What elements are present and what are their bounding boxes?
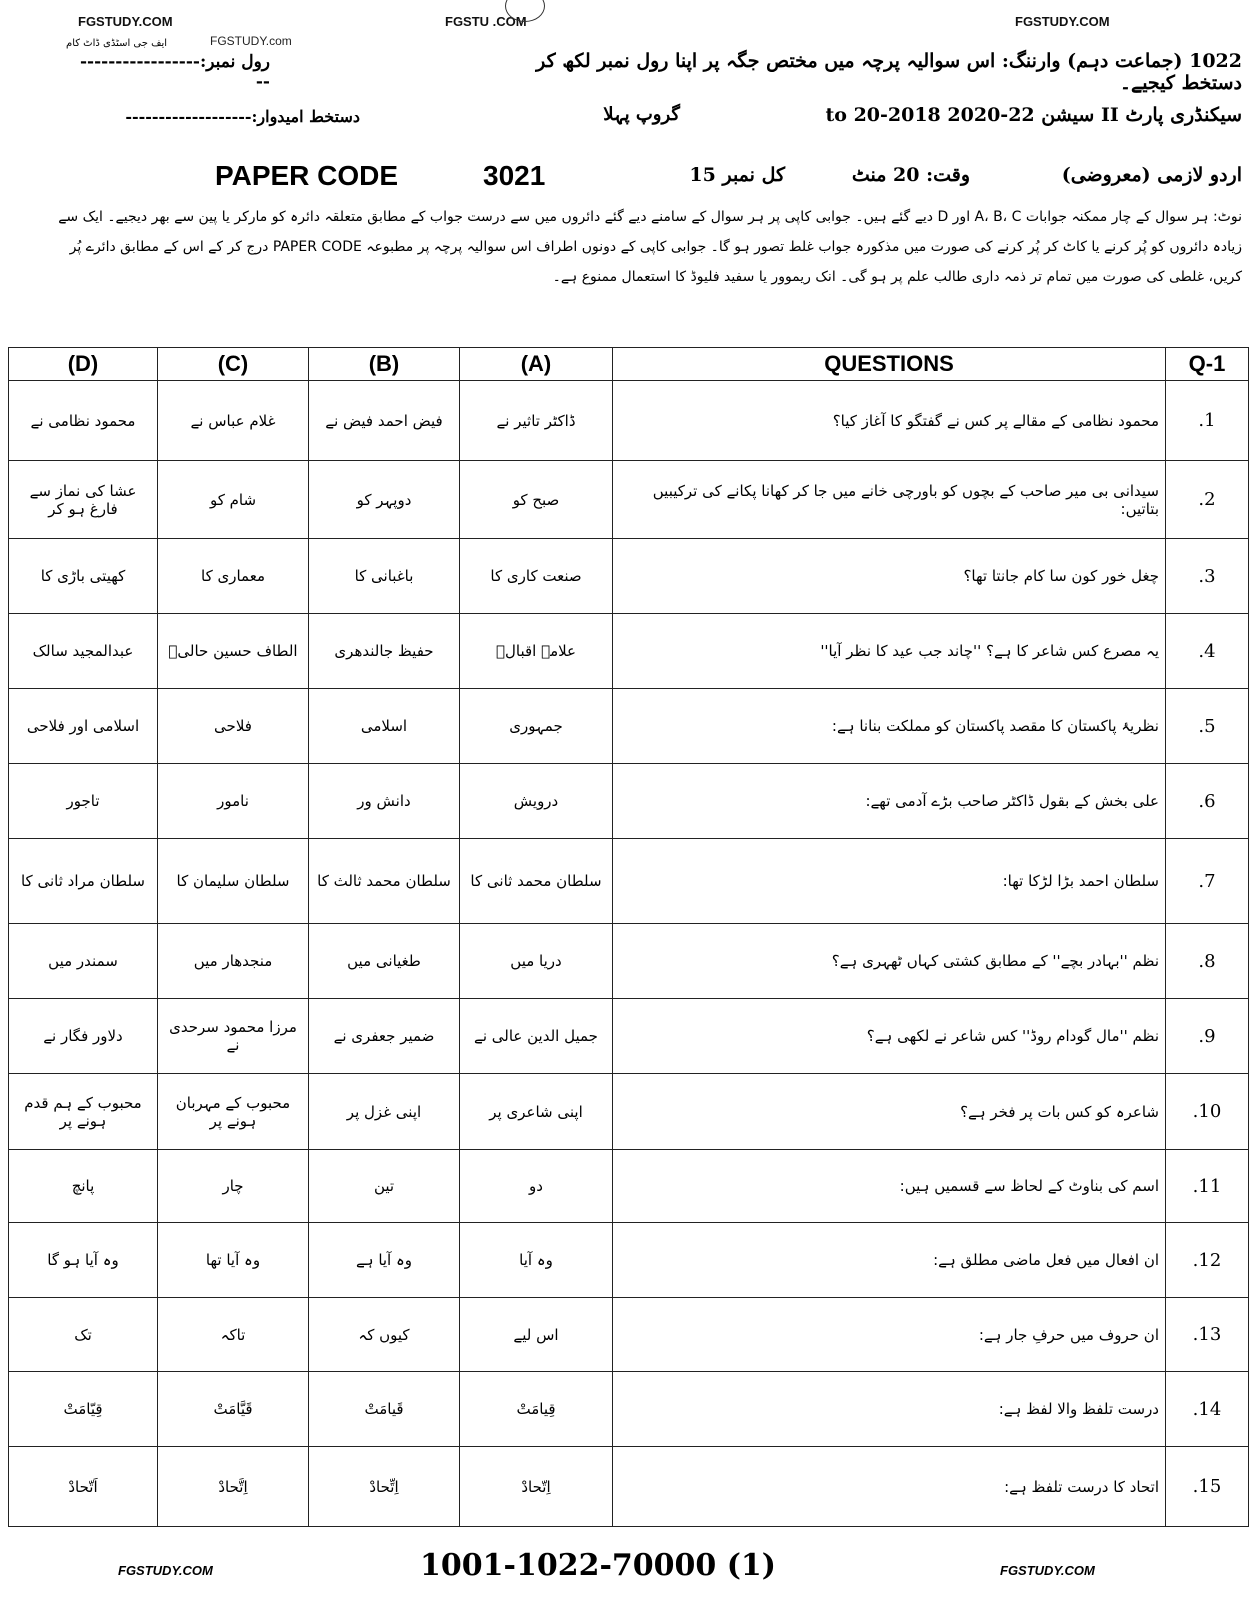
group-label: گروپ پہلا	[603, 104, 680, 125]
question-text: نظم ''مال گودام روڈ'' کس شاعر نے لکھی ہے؟	[613, 999, 1166, 1074]
total-marks: کل نمبر 15	[689, 164, 785, 186]
option-d: قِیّامَتْ	[9, 1372, 158, 1447]
option-c: منجدھار میں	[158, 924, 309, 999]
watermark-bottom-right: FGSTUDY.COM	[1000, 1563, 1095, 1578]
option-d: عشا کی نماز سے فارغ ہو کر	[9, 461, 158, 539]
header-option-d: (D)	[9, 348, 158, 381]
question-text: اتحاد کا درست تلفظ ہے:	[613, 1447, 1166, 1527]
option-b: ضمیر جعفری نے	[309, 999, 460, 1074]
table-row	[9, 1150, 1249, 1223]
table-row	[9, 381, 1249, 461]
signature-label: دستخط امیدوار:	[251, 107, 360, 126]
option-c: چار	[158, 1150, 309, 1223]
watermark-small: FGSTUDY.com	[210, 34, 292, 48]
session-info: سیکنڈری پارٹ II سیشن 22-2020 to 20-2018	[825, 104, 1242, 126]
header-option-a: (A)	[460, 348, 613, 381]
header-questions: QUESTIONS	[613, 348, 1166, 381]
time-allowed: وقت: 20 منٹ	[851, 164, 970, 186]
watermark-top-left: FGSTUDY.COM	[78, 14, 173, 29]
option-a: اِتّحادْ	[460, 1447, 613, 1527]
watermark-top-right: FGSTUDY.COM	[1015, 14, 1110, 29]
table-row	[9, 689, 1249, 764]
question-text: محمود نظامی کے مقالے پر کس نے گفتگو کا آغاز کیا؟	[613, 381, 1166, 461]
option-d: اسلامی اور فلاحی	[9, 689, 158, 764]
option-c: شام کو	[158, 461, 309, 539]
option-d: سلطان مراد ثانی کا	[9, 839, 158, 924]
option-c: اِتَّحادْ	[158, 1447, 309, 1527]
paper-code-value: 3021	[483, 160, 546, 191]
option-d: محمود نظامی نے	[9, 381, 158, 461]
option-c: وہ آیا تھا	[158, 1223, 309, 1298]
option-b: سلطان محمد ثالث کا	[309, 839, 460, 924]
option-b: فیض احمد فیض نے	[309, 381, 460, 461]
table-row	[9, 1223, 1249, 1298]
roll-number-field	[80, 52, 270, 92]
question-text: یہ مصرع کس شاعر کا ہے؟ ''چاند جب عید کا نظر آیا''	[613, 614, 1166, 689]
question-number: .7	[1166, 839, 1249, 924]
option-a: قِیامَتْ	[460, 1372, 613, 1447]
option-b: حفیظ جالندھری	[309, 614, 460, 689]
question-number: .14	[1166, 1372, 1249, 1447]
header-question-number: Q-1	[1166, 348, 1249, 381]
table-row	[9, 1447, 1249, 1527]
option-c: قَیَّامَتْ	[158, 1372, 309, 1447]
option-b: طغیانی میں	[309, 924, 460, 999]
option-d: محبوب کے ہم قدم ہونے پر	[9, 1074, 158, 1150]
option-d: پانچ	[9, 1150, 158, 1223]
question-number: .2	[1166, 461, 1249, 539]
question-number: .5	[1166, 689, 1249, 764]
option-c: غلام عباس نے	[158, 381, 309, 461]
question-text: نظم ''بہادر بچے'' کے مطابق کشتی کہاں ٹھہری ہے؟	[613, 924, 1166, 999]
option-a: اس لیے	[460, 1298, 613, 1372]
question-text: چغل خور کون سا کام جانتا تھا؟	[613, 539, 1166, 614]
option-a: جمہوری	[460, 689, 613, 764]
table-header-row	[9, 348, 1249, 381]
table-row	[9, 839, 1249, 924]
table-row	[9, 461, 1249, 539]
question-number: .12	[1166, 1223, 1249, 1298]
watermark-top-center: FGSTU .COM	[445, 14, 527, 29]
watermark-urdu: ایف جی اسٹڈی ڈاٹ کام	[66, 38, 168, 49]
note-line-3: کریں، غلطی کی صورت میں تمام تر ذمہ داری طالب علم پر ہو گی۔ انک ریموور یا سفید فلیوڈ کا استعمال ممنوع ہے۔	[552, 269, 1242, 285]
question-number: .11	[1166, 1150, 1249, 1223]
option-c: تاکہ	[158, 1298, 309, 1372]
roll-number-label: رول نمبر:	[199, 52, 270, 72]
question-number: .4	[1166, 614, 1249, 689]
option-a: جمیل الدین عالی نے	[460, 999, 613, 1074]
mcq-table	[8, 347, 1249, 1527]
note-line-2: زیادہ دائروں کو پُر کرنے یا کاٹ کر پُر کرنے کی صورت میں مذکورہ جواب غلط تصور ہو گا۔ جوابی کاپی کے دونوں اطراف اس سوالیہ پرچہ پر مطبوعہ PAPER CODE درج کر کے اس کے مطابق دائرے پُر	[69, 239, 1242, 255]
table-row	[9, 1372, 1249, 1447]
question-number: .1	[1166, 381, 1249, 461]
table-row	[9, 764, 1249, 839]
table-row	[9, 999, 1249, 1074]
option-b: اپنی غزل پر	[309, 1074, 460, 1150]
signature-line: -------------------	[125, 107, 252, 126]
question-text: سیدانی بی میر صاحب کے بچوں کو باورچی خانے میں جا کر کھانا پکانے کی ترکیبیں بتاتیں:	[613, 461, 1166, 539]
table-row	[9, 539, 1249, 614]
option-d: عبدالمجید سالک	[9, 614, 158, 689]
roll-number-line: -------------------	[80, 52, 270, 92]
question-number: .9	[1166, 999, 1249, 1074]
option-b: کیوں کہ	[309, 1298, 460, 1372]
option-d: تاجور	[9, 764, 158, 839]
question-number: .10	[1166, 1074, 1249, 1150]
instructions-note	[8, 202, 1242, 292]
question-number: .8	[1166, 924, 1249, 999]
option-b: باغبانی کا	[309, 539, 460, 614]
watermark-bottom-left: FGSTUDY.COM	[118, 1563, 213, 1578]
option-d: تک	[9, 1298, 158, 1372]
option-b: وہ آیا ہے	[309, 1223, 460, 1298]
option-a: درویش	[460, 764, 613, 839]
option-a: دریا میں	[460, 924, 613, 999]
option-b: اِتِّحادْ	[309, 1447, 460, 1527]
option-d: سمندر میں	[9, 924, 158, 999]
option-c: محبوب کے مہربان ہونے پر	[158, 1074, 309, 1150]
option-a: علامہ اقبالؒ	[460, 614, 613, 689]
option-c: فلاحی	[158, 689, 309, 764]
table-row	[9, 1298, 1249, 1372]
option-b: تین	[309, 1150, 460, 1223]
question-text: درست تلفظ والا لفظ ہے:	[613, 1372, 1166, 1447]
question-number: .15	[1166, 1447, 1249, 1527]
header-option-b: (B)	[309, 348, 460, 381]
option-d: کھیتی باڑی کا	[9, 539, 158, 614]
option-c: سلطان سلیمان کا	[158, 839, 309, 924]
note-line-1: نوٹ: ہر سوال کے چار ممکنہ جوابات A، B، C اور D دیے گئے ہیں۔ جوابی کاپی پر ہر سوال کے سامنے دیے گئے دائروں میں سے درست جواب کے مطابق متعلقہ دائرہ کو مارکر یا پین سے بھر دیجیے۔ ایک سے	[58, 209, 1242, 225]
option-b: دوپہر کو	[309, 461, 460, 539]
option-c: الطاف حسین حالیؔ	[158, 614, 309, 689]
option-a: صنعت کاری کا	[460, 539, 613, 614]
question-number: .3	[1166, 539, 1249, 614]
question-text: سلطان احمد بڑا لڑکا تھا:	[613, 839, 1166, 924]
table-row	[9, 924, 1249, 999]
table-row	[9, 614, 1249, 689]
option-c: معماری کا	[158, 539, 309, 614]
option-a: ڈاکٹر تاثیر نے	[460, 381, 613, 461]
question-text: شاعرہ کو کس بات پر فخر ہے؟	[613, 1074, 1166, 1150]
option-d: اَتّحادْ	[9, 1447, 158, 1527]
option-d: دلاور فگار نے	[9, 999, 158, 1074]
question-text: ان افعال میں فعل ماضی مطلق ہے:	[613, 1223, 1166, 1298]
option-a: دو	[460, 1150, 613, 1223]
option-b: اسلامی	[309, 689, 460, 764]
question-text: علی بخش کے بقول ڈاکٹر صاحب بڑے آدمی تھے:	[613, 764, 1166, 839]
exam-title: 1022 (جماعت دہم) وارننگ: اس سوالیہ پرچہ میں مختص جگہ پر اپنا رول نمبر لکھ کر دستخط کیجیے۔	[536, 50, 1242, 94]
option-b: قَیامَتْ	[309, 1372, 460, 1447]
paper-serial-code: 1001-1022-70000 (1)	[420, 1548, 776, 1583]
option-a: صبح کو	[460, 461, 613, 539]
option-a: اپنی شاعری پر	[460, 1074, 613, 1150]
subject-title: اردو لازمی (معروضی)	[1061, 164, 1242, 186]
question-text: ان حروف میں حرفِ جار ہے:	[613, 1298, 1166, 1372]
question-number: .13	[1166, 1298, 1249, 1372]
option-a: وہ آیا	[460, 1223, 613, 1298]
option-a: سلطان محمد ثانی کا	[460, 839, 613, 924]
header-option-c: (C)	[158, 348, 309, 381]
table-row	[9, 1074, 1249, 1150]
candidate-signature-field	[60, 107, 360, 126]
question-text: اسم کی بناوٹ کے لحاظ سے قسمیں ہیں:	[613, 1150, 1166, 1223]
option-c: مرزا محمود سرحدی نے	[158, 999, 309, 1074]
option-b: دانش ور	[309, 764, 460, 839]
question-text: نظریۂ پاکستان کا مقصد پاکستان کو مملکت بنانا ہے:	[613, 689, 1166, 764]
question-number: .6	[1166, 764, 1249, 839]
paper-code-label: PAPER CODE	[215, 160, 399, 191]
option-c: نامور	[158, 764, 309, 839]
option-d: وہ آیا ہو گا	[9, 1223, 158, 1298]
